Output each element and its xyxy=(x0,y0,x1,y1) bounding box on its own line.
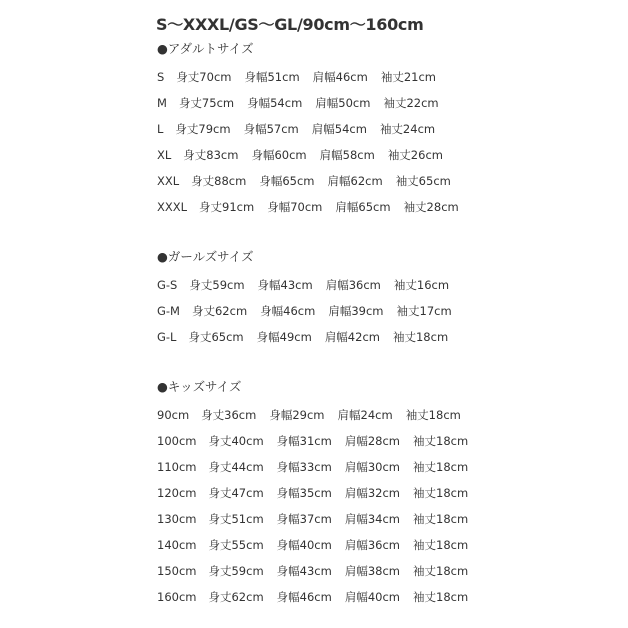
sleeve-value: 袖丈16cm xyxy=(393,278,450,292)
size-label: 100cm xyxy=(157,434,197,448)
length-value: 身丈91cm xyxy=(199,200,255,214)
width-value: 身幅54cm xyxy=(247,96,303,110)
length-value: 身丈47cm xyxy=(208,486,264,500)
size-row xyxy=(157,142,459,168)
size-row xyxy=(157,506,468,532)
shoulder-value: 肩幅24cm xyxy=(337,408,393,422)
sleeve-value: 袖丈18cm xyxy=(392,330,449,344)
size-label: XXL xyxy=(157,174,180,188)
length-value: 身丈62cm xyxy=(191,304,248,318)
size-label: 140cm xyxy=(157,538,197,552)
size-row xyxy=(157,168,459,194)
size-label: XXXL xyxy=(157,200,188,214)
sleeve-value: 袖丈26cm xyxy=(387,148,443,162)
width-value: 身幅70cm xyxy=(267,200,323,214)
size-label: S xyxy=(157,70,165,84)
width-value: 身幅43cm xyxy=(276,564,332,578)
size-label: G-M xyxy=(157,304,180,318)
page-title: S〜XXXL/GS〜GL/90cm〜160cm xyxy=(156,15,424,34)
width-value: 身幅60cm xyxy=(251,148,307,162)
length-value: 身丈36cm xyxy=(201,408,257,422)
length-value: 身丈44cm xyxy=(208,460,264,474)
adult-heading: ●アダルトサイズ xyxy=(157,41,254,56)
size-row xyxy=(157,64,459,90)
sleeve-value: 袖丈18cm xyxy=(413,434,469,448)
shoulder-value: 肩幅32cm xyxy=(344,486,400,500)
length-value: 身丈70cm xyxy=(176,70,232,84)
width-value: 身幅49cm xyxy=(256,330,312,344)
sleeve-value: 袖丈17cm xyxy=(396,304,452,318)
shoulder-value: 肩幅65cm xyxy=(335,200,391,214)
size-row xyxy=(157,298,452,324)
shoulder-value: 肩幅40cm xyxy=(344,590,400,604)
shoulder-value: 肩幅28cm xyxy=(344,434,400,448)
size-row xyxy=(157,324,452,350)
size-row xyxy=(157,480,468,506)
sleeve-value: 袖丈18cm xyxy=(405,408,461,422)
kids-size-section xyxy=(157,376,468,610)
size-label: XL xyxy=(157,148,172,162)
shoulder-value: 肩幅34cm xyxy=(344,512,400,526)
sleeve-value: 袖丈18cm xyxy=(413,538,469,552)
width-value: 身幅31cm xyxy=(276,434,332,448)
size-row xyxy=(157,454,468,480)
width-value: 身幅37cm xyxy=(276,512,332,526)
adult-size-section xyxy=(157,38,459,220)
shoulder-value: 肩幅30cm xyxy=(344,460,400,474)
girls-heading: ●ガールズサイズ xyxy=(157,249,254,264)
size-label: G-L xyxy=(157,330,177,344)
shoulder-value: 肩幅42cm xyxy=(324,330,380,344)
length-value: 身丈88cm xyxy=(191,174,247,188)
width-value: 身幅57cm xyxy=(243,122,299,136)
size-row xyxy=(157,194,459,220)
width-value: 身幅46cm xyxy=(260,304,316,318)
shoulder-value: 肩幅54cm xyxy=(311,122,367,136)
size-row xyxy=(157,584,468,610)
kids-heading: ●キッズサイズ xyxy=(157,379,242,394)
length-value: 身丈83cm xyxy=(183,148,239,162)
width-value: 身幅35cm xyxy=(276,486,332,500)
length-value: 身丈55cm xyxy=(208,538,264,552)
sleeve-value: 袖丈18cm xyxy=(413,564,469,578)
shoulder-value: 肩幅46cm xyxy=(312,70,368,84)
size-row xyxy=(157,90,459,116)
length-value: 身丈40cm xyxy=(208,434,264,448)
sleeve-value: 袖丈18cm xyxy=(413,512,469,526)
size-label: 120cm xyxy=(157,486,197,500)
size-label: 150cm xyxy=(157,564,197,578)
size-label: 130cm xyxy=(157,512,197,526)
width-value: 身幅51cm xyxy=(244,70,300,84)
shoulder-value: 肩幅38cm xyxy=(344,564,400,578)
width-value: 身幅43cm xyxy=(257,278,313,292)
size-label: 110cm xyxy=(157,460,197,474)
sleeve-value: 袖丈18cm xyxy=(413,460,469,474)
size-label: G-S xyxy=(157,278,178,292)
shoulder-value: 肩幅39cm xyxy=(328,304,384,318)
sleeve-value: 袖丈22cm xyxy=(383,96,439,110)
length-value: 身丈65cm xyxy=(188,330,244,344)
length-value: 身丈59cm xyxy=(208,564,264,578)
sleeve-value: 袖丈18cm xyxy=(413,486,469,500)
size-row xyxy=(157,272,452,298)
shoulder-value: 肩幅36cm xyxy=(325,278,381,292)
width-value: 身幅46cm xyxy=(276,590,332,604)
size-label: 90cm xyxy=(157,408,190,422)
sleeve-value: 袖丈24cm xyxy=(379,122,436,136)
shoulder-value: 肩幅58cm xyxy=(319,148,375,162)
length-value: 身丈79cm xyxy=(175,122,231,136)
size-row xyxy=(157,402,468,428)
girls-size-section xyxy=(157,246,452,350)
length-value: 身丈62cm xyxy=(208,590,264,604)
width-value: 身幅29cm xyxy=(269,408,325,422)
sleeve-value: 袖丈28cm xyxy=(403,200,459,214)
sleeve-value: 袖丈21cm xyxy=(380,70,436,84)
size-label: 160cm xyxy=(157,590,197,604)
sleeve-value: 袖丈18cm xyxy=(413,590,469,604)
sleeve-value: 袖丈65cm xyxy=(395,174,451,188)
width-value: 身幅33cm xyxy=(276,460,332,474)
shoulder-value: 肩幅62cm xyxy=(327,174,383,188)
length-value: 身丈59cm xyxy=(189,278,245,292)
size-label: M xyxy=(157,96,167,110)
size-row xyxy=(157,428,468,454)
size-row xyxy=(157,116,459,142)
shoulder-value: 肩幅50cm xyxy=(315,96,371,110)
width-value: 身幅40cm xyxy=(276,538,332,552)
width-value: 身幅65cm xyxy=(259,174,315,188)
size-label: L xyxy=(157,122,164,136)
length-value: 身丈75cm xyxy=(178,96,235,110)
shoulder-value: 肩幅36cm xyxy=(344,538,400,552)
length-value: 身丈51cm xyxy=(208,512,264,526)
size-row xyxy=(157,532,468,558)
size-row xyxy=(157,558,468,584)
